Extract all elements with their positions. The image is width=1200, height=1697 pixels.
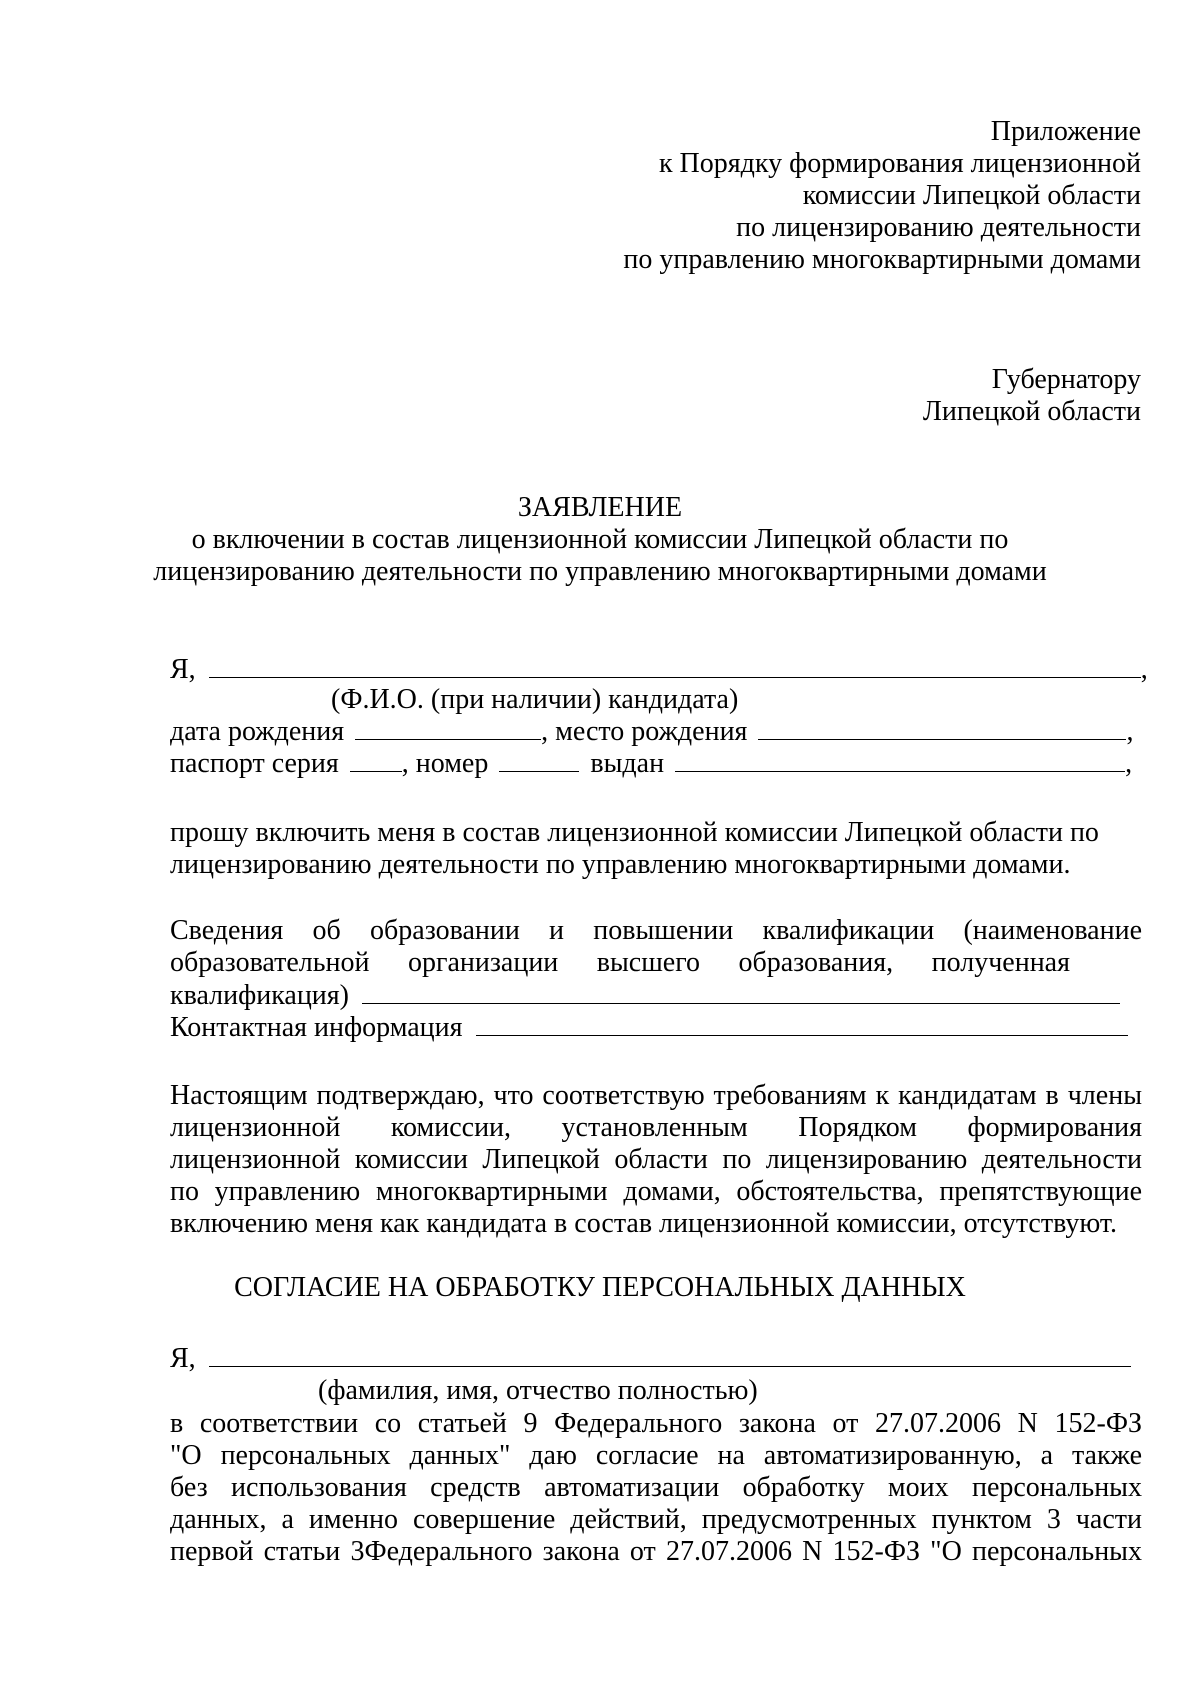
consent-line: данных, а именно совершение действий, предусмотренных пунктом 3 части xyxy=(170,1504,1142,1535)
passport-series-label: паспорт серия xyxy=(170,748,339,779)
fio-hint: (Ф.И.О. (при наличии) кандидата) xyxy=(331,684,739,715)
contact-row xyxy=(170,1011,1128,1043)
contact-field[interactable] xyxy=(476,1011,1128,1036)
appendix-line: комиссии Липецкой области xyxy=(802,180,1141,211)
request-line: лицензированию деятельности по управлению многоквартирными домами. xyxy=(170,849,1071,880)
consent-line: первой статьи 3Федерального закона от 27.07.2006 N 152-ФЗ "О персональных xyxy=(170,1536,1142,1567)
statement-subtitle-line: о включении в состав лицензионной комиссии Липецкой области по xyxy=(191,524,1009,555)
consent-name-hint: (фамилия, имя, отчество полностью) xyxy=(318,1375,758,1406)
consent-line: в соответствии со статьей 9 Федерального закона от 27.07.2006 N 152-ФЗ xyxy=(170,1408,1142,1439)
birth-date-field[interactable] xyxy=(355,715,541,740)
education-line: Сведения об образовании и повышении квалификации (наименование xyxy=(170,915,1142,946)
issued-label: выдан xyxy=(590,748,665,779)
birth-comma: , xyxy=(1126,716,1134,747)
birth-place-field[interactable] xyxy=(758,715,1126,740)
birth-date-label: дата рождения xyxy=(170,716,345,747)
consent-i-label: Я, xyxy=(170,1343,196,1374)
appendix-line: по лицензированию деятельности xyxy=(736,212,1141,243)
appendix-line: к Порядку формирования лицензионной xyxy=(658,148,1141,179)
confirmation-line: включению меня как кандидата в состав лицензионной комиссии, отсутствуют. xyxy=(170,1208,1118,1239)
passport-series-field[interactable] xyxy=(350,747,402,772)
qualification-row xyxy=(170,979,1120,1011)
fio-label: Я, xyxy=(170,654,196,685)
appendix-line: Приложение xyxy=(990,116,1141,147)
consent-name-field[interactable] xyxy=(209,1342,1131,1367)
passport-comma: , xyxy=(1125,748,1133,779)
confirmation-line: Настоящим подтверждаю, что соответствую требованиям к кандидатам в члены xyxy=(170,1080,1142,1111)
education-line: образовательной организации высшего образования, полученная xyxy=(170,947,1070,978)
contact-label: Контактная информация xyxy=(170,1012,463,1043)
fio-row xyxy=(170,653,1148,685)
passport-row xyxy=(170,747,1132,779)
statement-title: ЗАЯВЛЕНИЕ xyxy=(517,492,683,523)
consent-line: "О персональных данных" даю согласие на автоматизированную, а также xyxy=(170,1440,1142,1471)
confirmation-line: лицензионной комиссии Липецкой области по лицензированию деятельности xyxy=(170,1144,1142,1175)
qualification-field[interactable] xyxy=(362,979,1120,1004)
birth-row xyxy=(170,715,1133,747)
issued-by-field[interactable] xyxy=(675,747,1125,772)
addressee-line: Губернатору xyxy=(991,364,1141,395)
passport-number-field[interactable] xyxy=(499,747,579,772)
request-line: прошу включить меня в состав лицензионной комиссии Липецкой области по xyxy=(170,817,1099,848)
consent-title: СОГЛАСИЕ НА ОБРАБОТКУ ПЕРСОНАЛЬНЫХ ДАННЫХ xyxy=(234,1272,966,1303)
qualification-label: квалификация) xyxy=(170,980,349,1011)
addressee-line: Липецкой области xyxy=(922,396,1141,427)
consent-line: без использования средств автоматизации обработку моих персональных xyxy=(170,1472,1142,1503)
consent-name-row xyxy=(170,1342,1131,1374)
confirmation-line: лицензионной комиссии, установленным Порядком формирования xyxy=(170,1112,1142,1143)
birth-place-label: , место рождения xyxy=(541,716,748,747)
appendix-line: по управлению многоквартирными домами xyxy=(623,244,1141,275)
fio-field[interactable] xyxy=(209,653,1141,678)
statement-subtitle-line: лицензированию деятельности по управлению многоквартирными домами xyxy=(153,556,1047,587)
fio-comma: , xyxy=(1140,654,1148,685)
confirmation-line: по управлению многоквартирными домами, обстоятельства, препятствующие xyxy=(170,1176,1142,1207)
passport-number-label: , номер xyxy=(401,748,489,779)
